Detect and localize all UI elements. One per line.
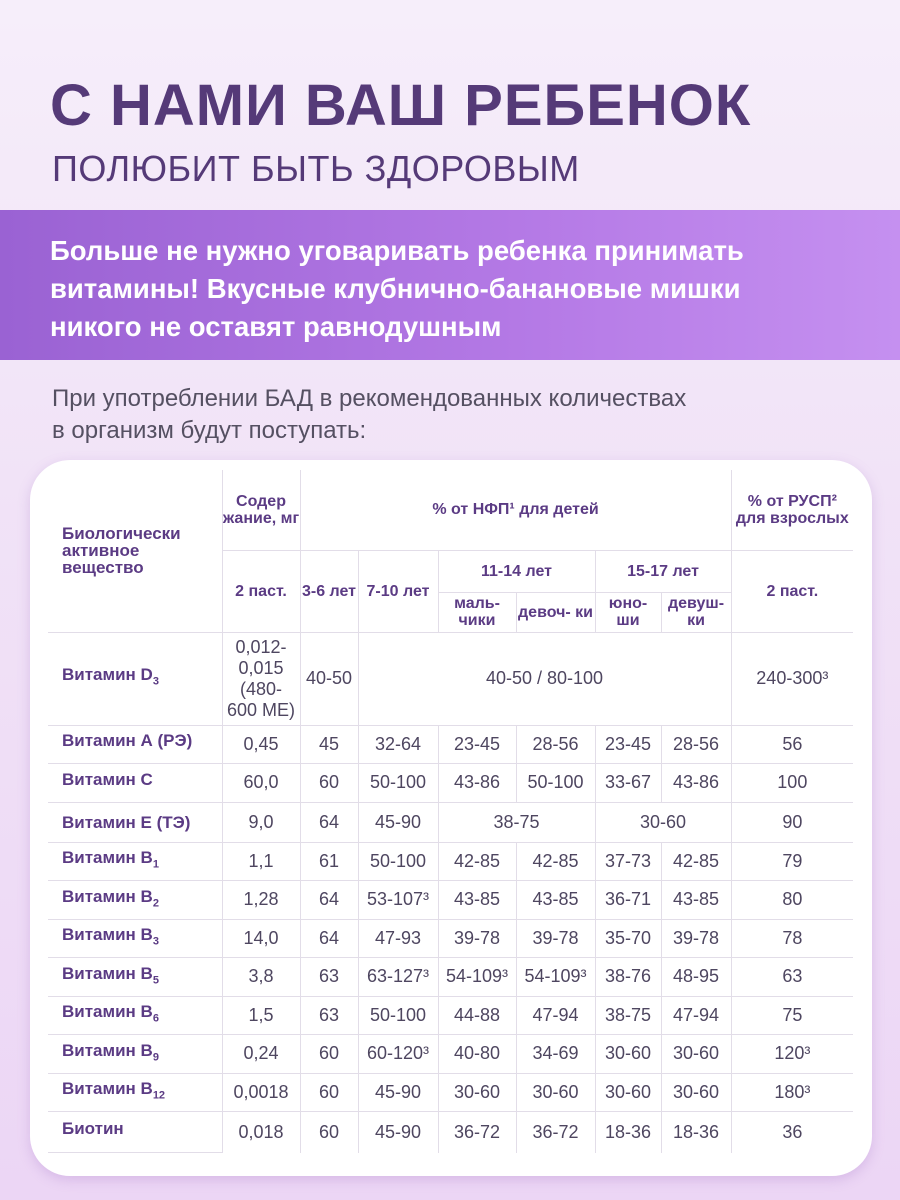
cell: 36-72 <box>438 1112 516 1153</box>
substance-name: Витамин $В_6$ <box>48 996 222 1035</box>
cell: 30-60 <box>438 1073 516 1112</box>
table-row <box>48 1112 853 1153</box>
header-nfp: % от НФП¹ для детей <box>300 470 731 550</box>
cell: 1,28 <box>222 881 300 920</box>
cell: 64 <box>300 802 358 842</box>
cell: 47-93 <box>358 919 438 958</box>
cell: 63 <box>300 996 358 1035</box>
cell: 30-60 <box>661 1073 731 1112</box>
cell: 50-100 <box>358 842 438 881</box>
cell: 60 <box>300 1112 358 1153</box>
cell: 36 <box>731 1112 853 1153</box>
cell: 9,0 <box>222 802 300 842</box>
cell: 30-60 <box>661 1035 731 1074</box>
cell: 120³ <box>731 1035 853 1074</box>
cell: 180³ <box>731 1073 853 1112</box>
substance-name: Витамин $В_5$ <box>48 958 222 997</box>
header-3-6: 3-6 лет <box>300 550 358 632</box>
cell: 18-36 <box>661 1112 731 1153</box>
cell: 40-50 / 80-100 <box>358 632 731 725</box>
table-row <box>48 802 853 842</box>
cell: 30-60 <box>595 802 731 842</box>
substance-name: Витамин С <box>48 764 222 803</box>
header-boys: маль- чики <box>438 592 516 632</box>
cell: 0,45 <box>222 725 300 764</box>
cell: 43-85 <box>661 881 731 920</box>
cell: 61 <box>300 842 358 881</box>
cell: 45 <box>300 725 358 764</box>
substance-name: Витамин $В_{12}$ <box>48 1073 222 1112</box>
cell: 80 <box>731 881 853 920</box>
cell: 32-64 <box>358 725 438 764</box>
cell: 0,012- 0,015 (480- 600 МЕ) <box>222 632 300 725</box>
cell: 39-78 <box>661 919 731 958</box>
cell: 45-90 <box>358 1073 438 1112</box>
cell: 3,8 <box>222 958 300 997</box>
cell: 33-67 <box>595 764 661 803</box>
intro-line: При употреблении БАД в рекомендованных количествах <box>52 385 687 412</box>
substance-name: Витамин Е (ТЭ) <box>48 802 222 842</box>
banner-line: витамины! Вкусные клубнично-банановые мишки <box>50 273 741 304</box>
cell: 47-94 <box>516 996 595 1035</box>
table-row <box>48 842 853 881</box>
cell: 40-80 <box>438 1035 516 1074</box>
cell: 90 <box>731 802 853 842</box>
header-15-17: 15-17 лет <box>595 550 731 592</box>
table-row <box>48 1035 853 1074</box>
substance-name: Витамин $В_2$ <box>48 881 222 920</box>
header-2past-adult: 2 паст. <box>731 550 853 632</box>
cell: 60,0 <box>222 764 300 803</box>
header-11-14: 11-14 лет <box>438 550 595 592</box>
cell: 43-86 <box>661 764 731 803</box>
header-girls: девоч- ки <box>516 592 595 632</box>
cell: 78 <box>731 919 853 958</box>
headline: С НАМИ ВАШ РЕБЕНОК <box>50 73 752 138</box>
table-row <box>48 725 853 764</box>
header-substance: Биологически активное вещество <box>48 470 222 632</box>
cell: 75 <box>731 996 853 1035</box>
cell: 48-95 <box>661 958 731 997</box>
cell: 34-69 <box>516 1035 595 1074</box>
cell: 23-45 <box>438 725 516 764</box>
substance-name: Витамин А (РЭ) <box>48 725 222 764</box>
cell: 100 <box>731 764 853 803</box>
cell: 0,24 <box>222 1035 300 1074</box>
header-7-10: 7-10 лет <box>358 550 438 632</box>
cell: 63 <box>300 958 358 997</box>
substance-name: Витамин $В_1$ <box>48 842 222 881</box>
cell: 38-75 <box>438 802 595 842</box>
cell: 53-107³ <box>358 881 438 920</box>
substance-name: Витамин $В_3$ <box>48 919 222 958</box>
cell: 38-76 <box>595 958 661 997</box>
substance-name: Биотин <box>48 1112 222 1153</box>
banner-line: никого не оставят равнодушным <box>50 311 502 342</box>
cell: 1,5 <box>222 996 300 1035</box>
cell: 43-85 <box>438 881 516 920</box>
cell: 37-73 <box>595 842 661 881</box>
cell: 30-60 <box>595 1073 661 1112</box>
cell: 64 <box>300 881 358 920</box>
table-row <box>48 632 853 725</box>
cell: 30-60 <box>595 1035 661 1074</box>
cell: 42-85 <box>661 842 731 881</box>
cell: 0,0018 <box>222 1073 300 1112</box>
substance-name: Витамин $D_3$ <box>48 632 222 725</box>
cell: 18-36 <box>595 1112 661 1153</box>
cell: 79 <box>731 842 853 881</box>
header-maidens: девуш- ки <box>661 592 731 632</box>
cell: 50-100 <box>358 996 438 1035</box>
cell: 45-90 <box>358 1112 438 1153</box>
table-row <box>48 996 853 1035</box>
cell: 36-72 <box>516 1112 595 1153</box>
cell: 42-85 <box>516 842 595 881</box>
cell: 38-75 <box>595 996 661 1035</box>
cell: 39-78 <box>438 919 516 958</box>
header-youths: юно- ши <box>595 592 661 632</box>
cell: 1,1 <box>222 842 300 881</box>
cell: 36-71 <box>595 881 661 920</box>
cell: 28-56 <box>661 725 731 764</box>
cell: 39-78 <box>516 919 595 958</box>
table-row <box>48 958 853 997</box>
cell: 30-60 <box>516 1073 595 1112</box>
table-row <box>48 919 853 958</box>
banner-line: Больше не нужно уговаривать ребенка принимать <box>50 235 744 266</box>
cell: 50-100 <box>358 764 438 803</box>
cell: 60-120³ <box>358 1035 438 1074</box>
promo-banner <box>0 210 900 360</box>
cell: 60 <box>300 1073 358 1112</box>
cell: 47-94 <box>661 996 731 1035</box>
cell: 63 <box>731 958 853 997</box>
header-2past: 2 паст. <box>222 550 300 632</box>
cell: 44-88 <box>438 996 516 1035</box>
subheadline: ПОЛЮБИТ БЫТЬ ЗДОРОВЫМ <box>52 148 580 189</box>
cell: 60 <box>300 1035 358 1074</box>
intro-text <box>52 383 686 447</box>
nutrient-table <box>48 470 853 1153</box>
cell: 64 <box>300 919 358 958</box>
cell: 240-300³ <box>731 632 853 725</box>
intro-line: в организм будут поступать: <box>52 417 367 444</box>
header-rusp: % от РУСП² для взрослых <box>731 470 853 550</box>
cell: 43-86 <box>438 764 516 803</box>
cell: 50-100 <box>516 764 595 803</box>
cell: 0,018 <box>222 1112 300 1153</box>
cell: 23-45 <box>595 725 661 764</box>
table-row <box>48 764 853 803</box>
table-row <box>48 881 853 920</box>
table-row <box>48 1073 853 1112</box>
substance-name: Витамин $В_9$ <box>48 1035 222 1074</box>
cell: 45-90 <box>358 802 438 842</box>
cell: 43-85 <box>516 881 595 920</box>
header-content: Содер жание, мг <box>222 470 300 550</box>
cell: 35-70 <box>595 919 661 958</box>
cell: 54-109³ <box>516 958 595 997</box>
cell: 54-109³ <box>438 958 516 997</box>
cell: 56 <box>731 725 853 764</box>
cell: 42-85 <box>438 842 516 881</box>
cell: 60 <box>300 764 358 803</box>
cell: 28-56 <box>516 725 595 764</box>
cell: 14,0 <box>222 919 300 958</box>
cell: 63-127³ <box>358 958 438 997</box>
cell: 40-50 <box>300 632 358 725</box>
